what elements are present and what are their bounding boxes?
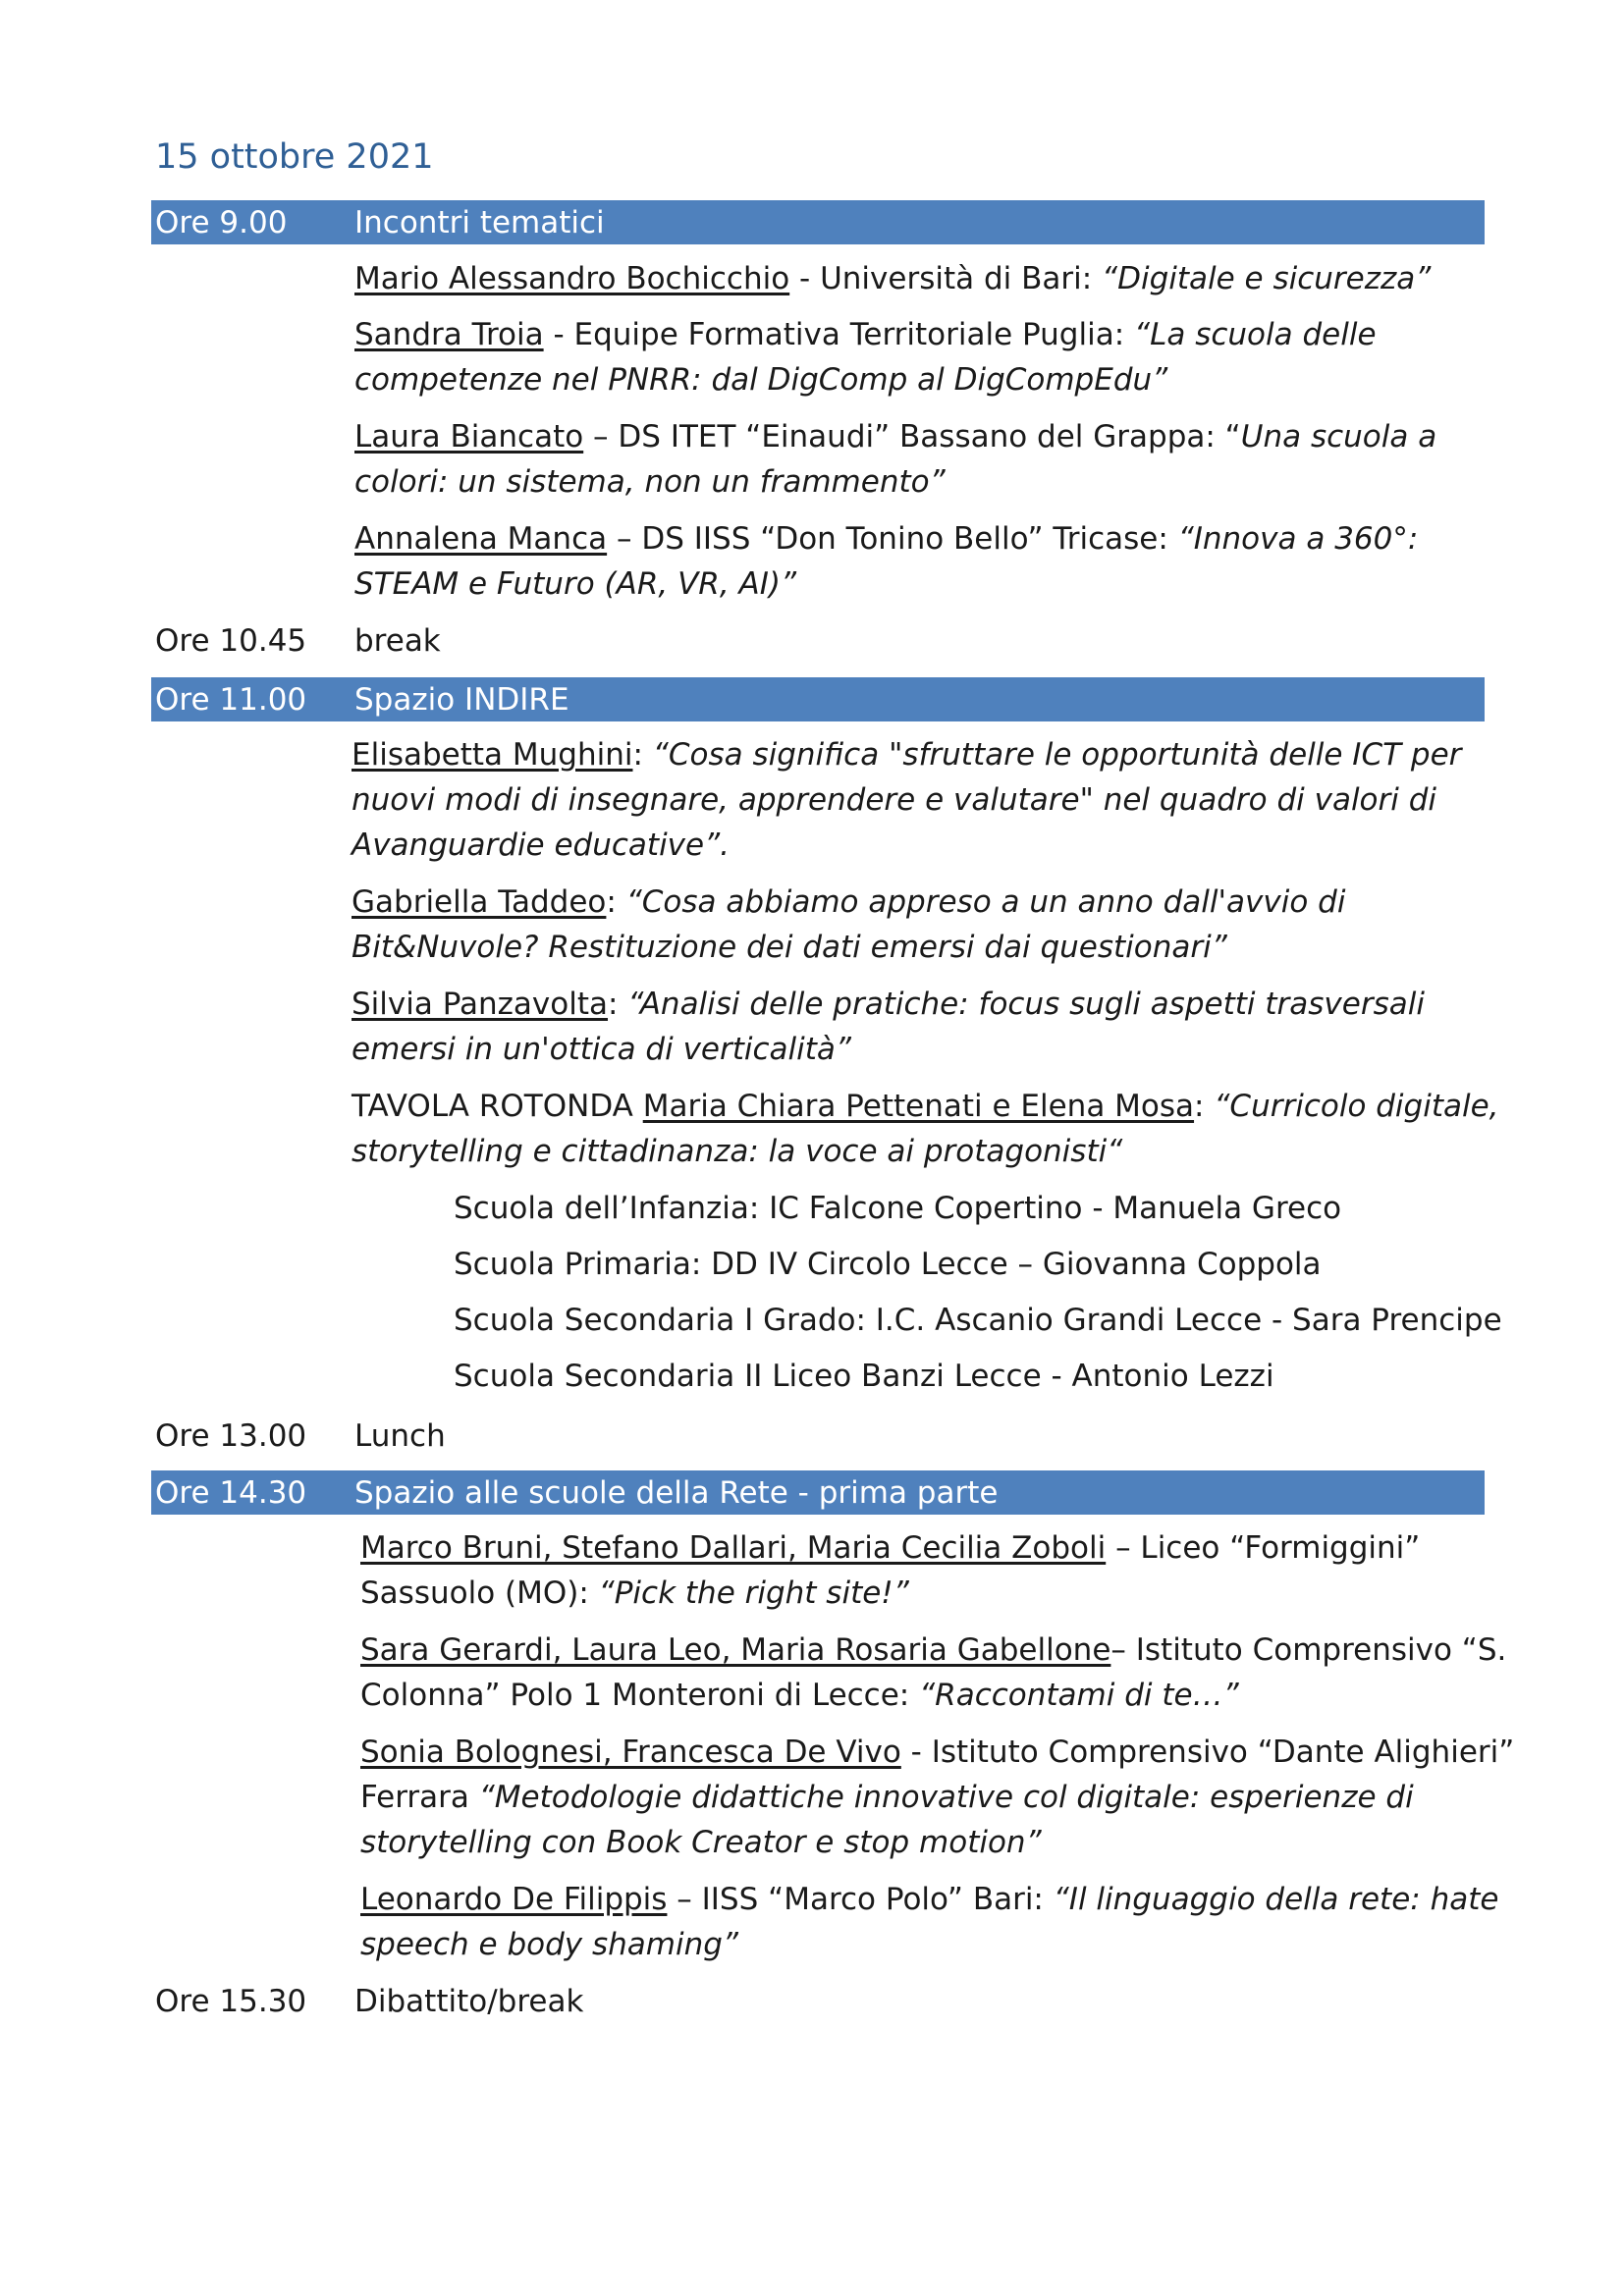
speaker-affiliation-cont: Sassuolo (MO): <box>360 1575 599 1611</box>
break-label: Lunch <box>354 1418 446 1454</box>
talk-defilippis <box>360 1877 1498 1967</box>
speaker-name: Sonia Bolognesi, Francesca De Vivo <box>360 1735 901 1770</box>
speaker-affiliation: – DS IISS “Don Tonino Bello” Tricase: <box>607 521 1178 557</box>
talk-title-cont: speech e body shaming” <box>360 1927 738 1962</box>
break-row <box>151 618 1485 663</box>
speaker-name: Gabriella Taddeo <box>352 884 607 920</box>
talk-panzavolta <box>352 982 1425 1072</box>
session-header-indire <box>151 677 1485 721</box>
talk-title-cont: nuovi modi di insegnare, apprendere e valutare" nel quadro di valori di <box>352 782 1437 818</box>
talk-title: “Metodologie didattiche innovative col digitale: esperienze di <box>478 1780 1414 1815</box>
agenda-date: 15 ottobre 2021 <box>155 137 434 177</box>
session-title: Spazio INDIRE <box>354 682 569 718</box>
talk-title: “Digitale e sicurezza” <box>1102 261 1432 296</box>
talk-bochicchio <box>354 256 1431 301</box>
talk-title: “Innova a 360°: <box>1177 521 1419 557</box>
talk-title: Una scuola a <box>1240 419 1437 454</box>
talk-bolognesi <box>360 1730 1514 1865</box>
session-header-scuole <box>151 1470 1485 1515</box>
talk-mughini <box>352 732 1461 868</box>
talk-manca <box>354 516 1418 607</box>
talk-title-cont: competenze nel PNRR: dal DigComp al DigCompEdu” <box>354 362 1168 398</box>
break-label: break <box>354 623 441 659</box>
speaker-name: Mario Alessandro Bochicchio <box>354 261 790 296</box>
school-item: Scuola Secondaria II Liceo Banzi Lecce - Antonio Lezzi <box>454 1359 1274 1394</box>
speaker-name: Annalena Manca <box>354 521 608 557</box>
speaker-name: Laura Biancato <box>354 419 584 454</box>
round-table-prefix: TAVOLA ROTONDA <box>352 1089 643 1124</box>
speaker-name: Elisabetta Mughini <box>352 737 633 773</box>
session-title: Spazio alle scuole della Rete - prima parte <box>354 1475 999 1511</box>
speaker-affiliation: : <box>606 884 626 920</box>
talk-title: “Analisi delle pratiche: focus sugli aspetti trasversali <box>627 987 1425 1022</box>
talk-troia <box>354 312 1377 402</box>
speaker-name: Silvia Panzavolta <box>352 987 609 1022</box>
break-time: Ore 10.45 <box>155 623 307 659</box>
talk-bruni <box>360 1525 1420 1616</box>
session-header-incontri <box>151 200 1485 244</box>
break-label: Dibattito/break <box>354 1984 584 2019</box>
school-item: Scuola Secondaria I Grado: I.C. Ascanio Grandi Lecce - Sara Prencipe <box>454 1303 1502 1338</box>
talk-title: “Pick the right site!” <box>598 1575 909 1611</box>
talk-title: “Il linguaggio della rete: hate <box>1053 1882 1499 1917</box>
speaker-affiliation-cont: Ferrara <box>360 1780 479 1815</box>
lunch-row <box>151 1414 1485 1458</box>
talk-title-cont: STEAM e Futuro (AR, VR, AI)” <box>354 566 797 602</box>
speaker-affiliation: – IISS “Marco Polo” Bari: <box>667 1882 1054 1917</box>
talk-title: “La scuola delle <box>1134 317 1377 352</box>
speaker-affiliation: – Liceo “Formiggini” <box>1106 1530 1421 1566</box>
speaker-affiliation: : <box>632 737 653 773</box>
speaker-affiliation: - Equipe Formativa Territoriale Puglia: <box>543 317 1135 352</box>
talk-title-cont: emersi in un'ottica di verticalità” <box>352 1032 851 1067</box>
talk-title: “Curricolo digitale, <box>1214 1089 1499 1124</box>
talk-biancato <box>354 414 1436 505</box>
session-time: Ore 9.00 <box>155 205 288 240</box>
talk-title: “Cosa significa "sfruttare le opportunità delle ICT per <box>652 737 1462 773</box>
speaker-affiliation: - Università di Bari: <box>789 261 1103 296</box>
dibattito-row <box>151 1979 1485 2023</box>
break-time: Ore 15.30 <box>155 1984 307 2019</box>
talk-title-cont: Bit&Nuvole? Restituzione dei dati emersi dai questionari” <box>352 930 1227 965</box>
session-time: Ore 14.30 <box>155 1475 307 1511</box>
speaker-affiliation: : <box>1194 1089 1215 1124</box>
speaker-affiliation: - Istituto Comprensivo “Dante Alighieri” <box>900 1735 1515 1770</box>
talk-gerardi <box>360 1628 1506 1718</box>
school-item: Scuola dell’Infanzia: IC Falcone Copertino - Manuela Greco <box>454 1191 1342 1226</box>
speaker-name: Leonardo De Filippis <box>360 1882 668 1917</box>
speaker-name: Maria Chiara Pettenati e Elena Mosa <box>642 1089 1195 1124</box>
talk-tavola-rotonda <box>352 1084 1499 1174</box>
speaker-affiliation: : <box>608 987 628 1022</box>
break-time: Ore 13.00 <box>155 1418 307 1454</box>
talk-title: “Cosa abbiamo appreso a un anno dall'avvio di <box>625 884 1346 920</box>
speaker-name: Marco Bruni, Stefano Dallari, Maria Cecilia Zoboli <box>360 1530 1107 1566</box>
speaker-name: Sara Gerardi, Laura Leo, Maria Rosaria Gabellone <box>360 1632 1111 1668</box>
session-title: Incontri tematici <box>354 205 605 240</box>
school-item: Scuola Primaria: DD IV Circolo Lecce – Giovanna Coppola <box>454 1247 1322 1282</box>
speaker-name: Sandra Troia <box>354 317 544 352</box>
talk-title-cont: storytelling con Book Creator e stop motion” <box>360 1825 1042 1860</box>
talk-title-cont: storytelling e cittadinanza: la voce ai protagonisti“ <box>352 1134 1123 1169</box>
speaker-affiliation-cont: Colonna” Polo 1 Monteroni di Lecce: <box>360 1678 920 1713</box>
speaker-affiliation: – DS ITET “Einaudi” Bassano del Grappa: “ <box>583 419 1241 454</box>
school-list <box>454 1186 1502 1399</box>
talk-title: “Raccontami di te…” <box>919 1678 1239 1713</box>
speaker-affiliation: – Istituto Comprensivo “S. <box>1110 1632 1507 1668</box>
talk-title-cont: colori: un sistema, non un frammento” <box>354 464 946 500</box>
session-time: Ore 11.00 <box>155 682 307 718</box>
talk-title-cont: Avanguardie educative”. <box>352 828 731 863</box>
talk-taddeo <box>352 880 1345 970</box>
